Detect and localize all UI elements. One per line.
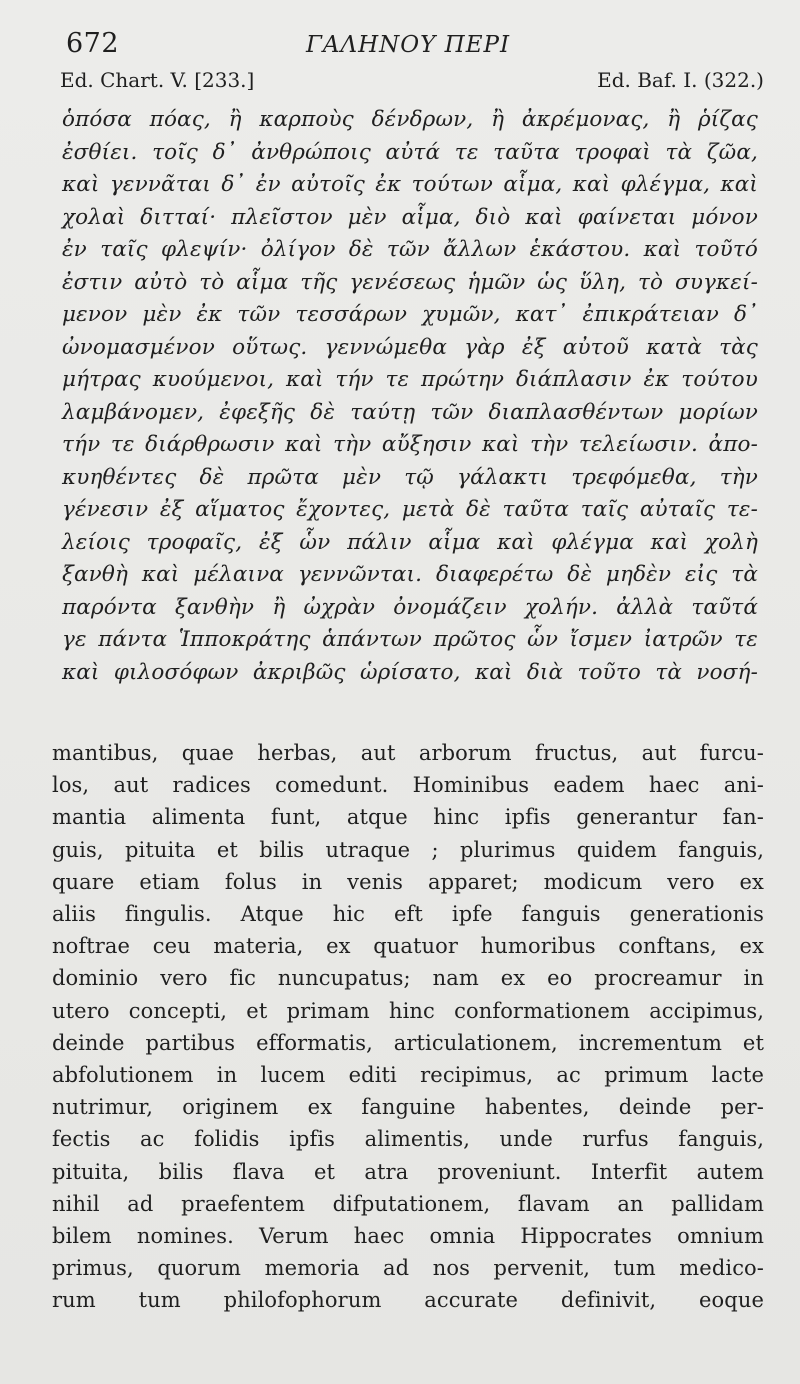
- latin-line: nutrimur, originem ex fanguine habentes, deinde per-: [52, 1095, 764, 1120]
- greek-line: ὠνομασμένον οὕτως. γεννώμεθα γὰρ ἐξ αὐτοῦ κατὰ τὰς: [62, 334, 758, 360]
- latin-line: mantia alimenta funt, atque hinc ipfis generantur fan-: [52, 805, 764, 830]
- page-number: 672: [66, 28, 120, 59]
- greek-line: γε πάντα Ἱπποκράτης ἁπάντων πρῶτος ὧν ἴσμεν ἰατρῶν τε: [62, 627, 758, 652]
- greek-line: κυηθέντες δὲ πρῶτα μὲν τῷ γάλακτι τρεφόμεθα, τὴν: [62, 464, 758, 490]
- latin-line: aliis fingulis. Atque hic eft ipfe fanguis generationis: [52, 902, 764, 927]
- greek-line: λείοις τροφαῖς, ἐξ ὧν πάλιν αἷμα καὶ φλέγμα καὶ χολὴ: [62, 529, 758, 555]
- latin-line: rum tum philofophorum accurate definivit, eoque: [52, 1288, 764, 1313]
- greek-text-block: [52, 104, 764, 689]
- latin-line: los, aut radices comedunt. Hominibus eadem haec ani-: [52, 773, 764, 798]
- greek-line: μήτρας κυούμενοι, καὶ τήν τε πρώτην διάπλασιν ἐκ τούτου: [62, 367, 758, 392]
- latin-line: quare etiam folus in venis apparet; modicum vero ex: [52, 869, 764, 894]
- edition-basel-reference: Ed. Baf. I. (322.): [597, 68, 764, 92]
- latin-line: noftrae ceu materia, ex quatuor humoribus conftans, ex: [52, 934, 764, 959]
- greek-line: ἐστιν αὐτὸ τὸ αἷμα τῆς γενέσεως ἡμῶν ὡς ὕλη, τὸ συγκεί-: [62, 269, 758, 295]
- latin-line: fectis ac folidis ipfis alimentis, unde rurfus fanguis,: [52, 1127, 764, 1152]
- latin-text-block: [52, 737, 764, 1317]
- greek-line: λαμβάνομεν, ἐφεξῆς δὲ ταύτῃ τῶν διαπλασθέντων μορίων: [62, 399, 758, 425]
- greek-line: καὶ φιλοσόφων ἀκριβῶς ὡρίσατο, καὶ διὰ τοῦτο τὰ νοσή-: [62, 659, 758, 685]
- greek-line: παρόντα ξανθὴν ἢ ὠχρὰν ὀνομάζειν χολήν. ἀλλὰ ταῦτά: [62, 594, 758, 620]
- greek-line: μενον μὲν ἐκ τῶν τεσσάρων χυμῶν, κατ᾽ ἐπικράτειαν δ᾽: [62, 302, 758, 327]
- latin-line: deinde partibus efformatis, articulationem, incrementum et: [52, 1030, 764, 1055]
- latin-line: guis, pituita et bilis utraque ; plurimus quidem fanguis,: [52, 837, 764, 862]
- greek-line: ξανθὴ καὶ μέλαινα γεννῶνται. διαφερέτω δὲ μηδὲν εἰς τὰ: [62, 562, 758, 587]
- running-head: [52, 28, 764, 62]
- edition-reference-line: [52, 68, 764, 102]
- latin-line: dominio vero fic nuncupatus; nam ex eo procreamur in: [52, 966, 764, 991]
- edition-chart-reference: Ed. Chart. V. [233.]: [60, 68, 255, 92]
- latin-line: mantibus, quae herbas, aut arborum fructus, aut furcu-: [52, 741, 764, 765]
- latin-line: utero concepti, et primam hinc conformationem accipimus,: [52, 998, 764, 1023]
- latin-line: abfolutionem in lucem editi recipimus, ac primum lacte: [52, 1063, 764, 1088]
- greek-line: τήν τε διάρθρωσιν καὶ τὴν αὔξησιν καὶ τὴν τελείωσιν. ἀπο-: [62, 432, 758, 457]
- greek-line: ἐν ταῖς φλεψίν· ὀλίγον δὲ τῶν ἄλλων ἑκάστου. καὶ τοῦτό: [62, 237, 758, 262]
- greek-line: ἐσθίει. τοῖς δ᾽ ἀνθρώποις αὐτά τε ταῦτα τροφαὶ τὰ ζῶα,: [62, 139, 758, 165]
- greek-line: ὁπόσα πόας, ἢ καρποὺς δένδρων, ἢ ἀκρέμονας, ἢ ῥίζας: [62, 107, 758, 132]
- latin-line: nihil ad praefentem difputationem, flavam an pallidam: [52, 1191, 764, 1216]
- greek-line: καὶ γεννᾶται δ᾽ ἐν αὐτοῖς ἐκ τούτων αἷμα, καὶ φλέγμα, καὶ: [62, 172, 758, 197]
- running-title: ΓΑΛΗΝΟΥ ΠΕΡΙ: [305, 32, 511, 58]
- latin-line: pituita, bilis flava et atra proveniunt. Interfit autem: [52, 1159, 764, 1184]
- greek-line: γένεσιν ἐξ αἵματος ἔχοντες, μετὰ δὲ ταῦτα ταῖς αὐταῖς τε-: [62, 497, 758, 522]
- latin-line: bilem nomines. Verum haec omnia Hippocrates omnium: [52, 1224, 764, 1249]
- latin-line: primus, quorum memoria ad nos pervenit, tum medico-: [52, 1256, 764, 1281]
- greek-line: χολαὶ διτταί· πλεῖστον μὲν αἷμα, διὸ καὶ φαίνεται μόνον: [62, 204, 758, 230]
